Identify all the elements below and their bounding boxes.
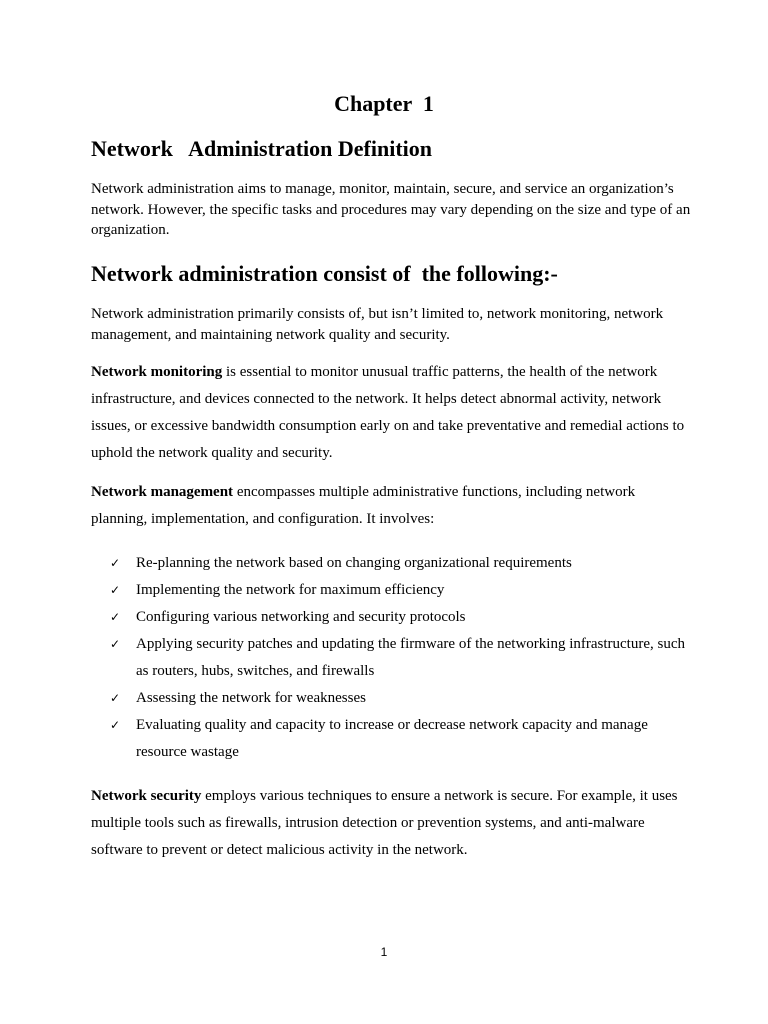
list-item (110, 631, 690, 685)
list-item-text: Configuring various networking and security protocols (136, 609, 466, 625)
network-management-paragraph (91, 479, 691, 533)
components-intro-paragraph: Network administration primarily consists of, but isn’t limited to, network monitoring, network management, and maintaining network quality and security. (91, 306, 664, 343)
network-management-term: Network management (91, 484, 234, 500)
checkmark-icon: ✓ (110, 718, 121, 732)
definition-paragraph: Network administration aims to manage, monitor, maintain, secure, and service an organization’s network. However, the specific tasks and procedures may vary depending on the size and type of an organization. (91, 181, 691, 238)
network-monitoring-term: Network monitoring (91, 364, 223, 380)
network-management-text: encompasses multiple administrative functions, including network planning, implementation, and configuration. It involves: (91, 484, 636, 527)
checkmark-icon: ✓ (110, 691, 121, 705)
list-item (110, 604, 690, 631)
section-heading-components: Network administration consist of the following:- (91, 261, 558, 286)
list-item (110, 550, 690, 577)
management-task-list (110, 550, 690, 766)
section-heading-definition: Network Administration Definition (91, 136, 432, 161)
list-item (110, 577, 690, 604)
checkmark-icon: ✓ (110, 610, 121, 624)
list-item (110, 712, 690, 766)
checkmark-icon: ✓ (110, 583, 121, 597)
list-item-text: Re-planning the network based on changing organizational requirements (136, 555, 572, 571)
chapter-title: Chapter 1 (334, 91, 434, 116)
page-number: 1 (380, 945, 388, 959)
checkmark-icon: ✓ (110, 637, 121, 651)
network-monitoring-text: is essential to monitor unusual traffic patterns, the health of the network infrastructure, and devices connected to the network. It helps detect abnormal activity, network issues, or excessive bandwidth consumption early on and take preventative and remedial actions to uphold the network quality and security. (91, 364, 685, 461)
list-item-text: Assessing the network for weaknesses (136, 690, 366, 706)
network-security-paragraph (91, 783, 691, 864)
list-item-text: Evaluating quality and capacity to increase or decrease network capacity and manage resource wastage (136, 717, 648, 760)
list-item-text: Applying security patches and updating the firmware of the networking infrastructure, such as routers, hubs, switches, and firewalls (136, 636, 686, 679)
network-security-term: Network security (91, 788, 202, 804)
checkmark-icon: ✓ (110, 556, 121, 570)
network-monitoring-paragraph (91, 359, 691, 467)
network-security-text: employs various techniques to ensure a network is secure. For example, it uses multiple tools such as firewalls, intrusion detection or prevention systems, and anti-malware software to prevent or detect malicious activity in the network. (91, 788, 678, 858)
list-item-text: Implementing the network for maximum efficiency (136, 582, 445, 598)
list-item (110, 685, 690, 712)
